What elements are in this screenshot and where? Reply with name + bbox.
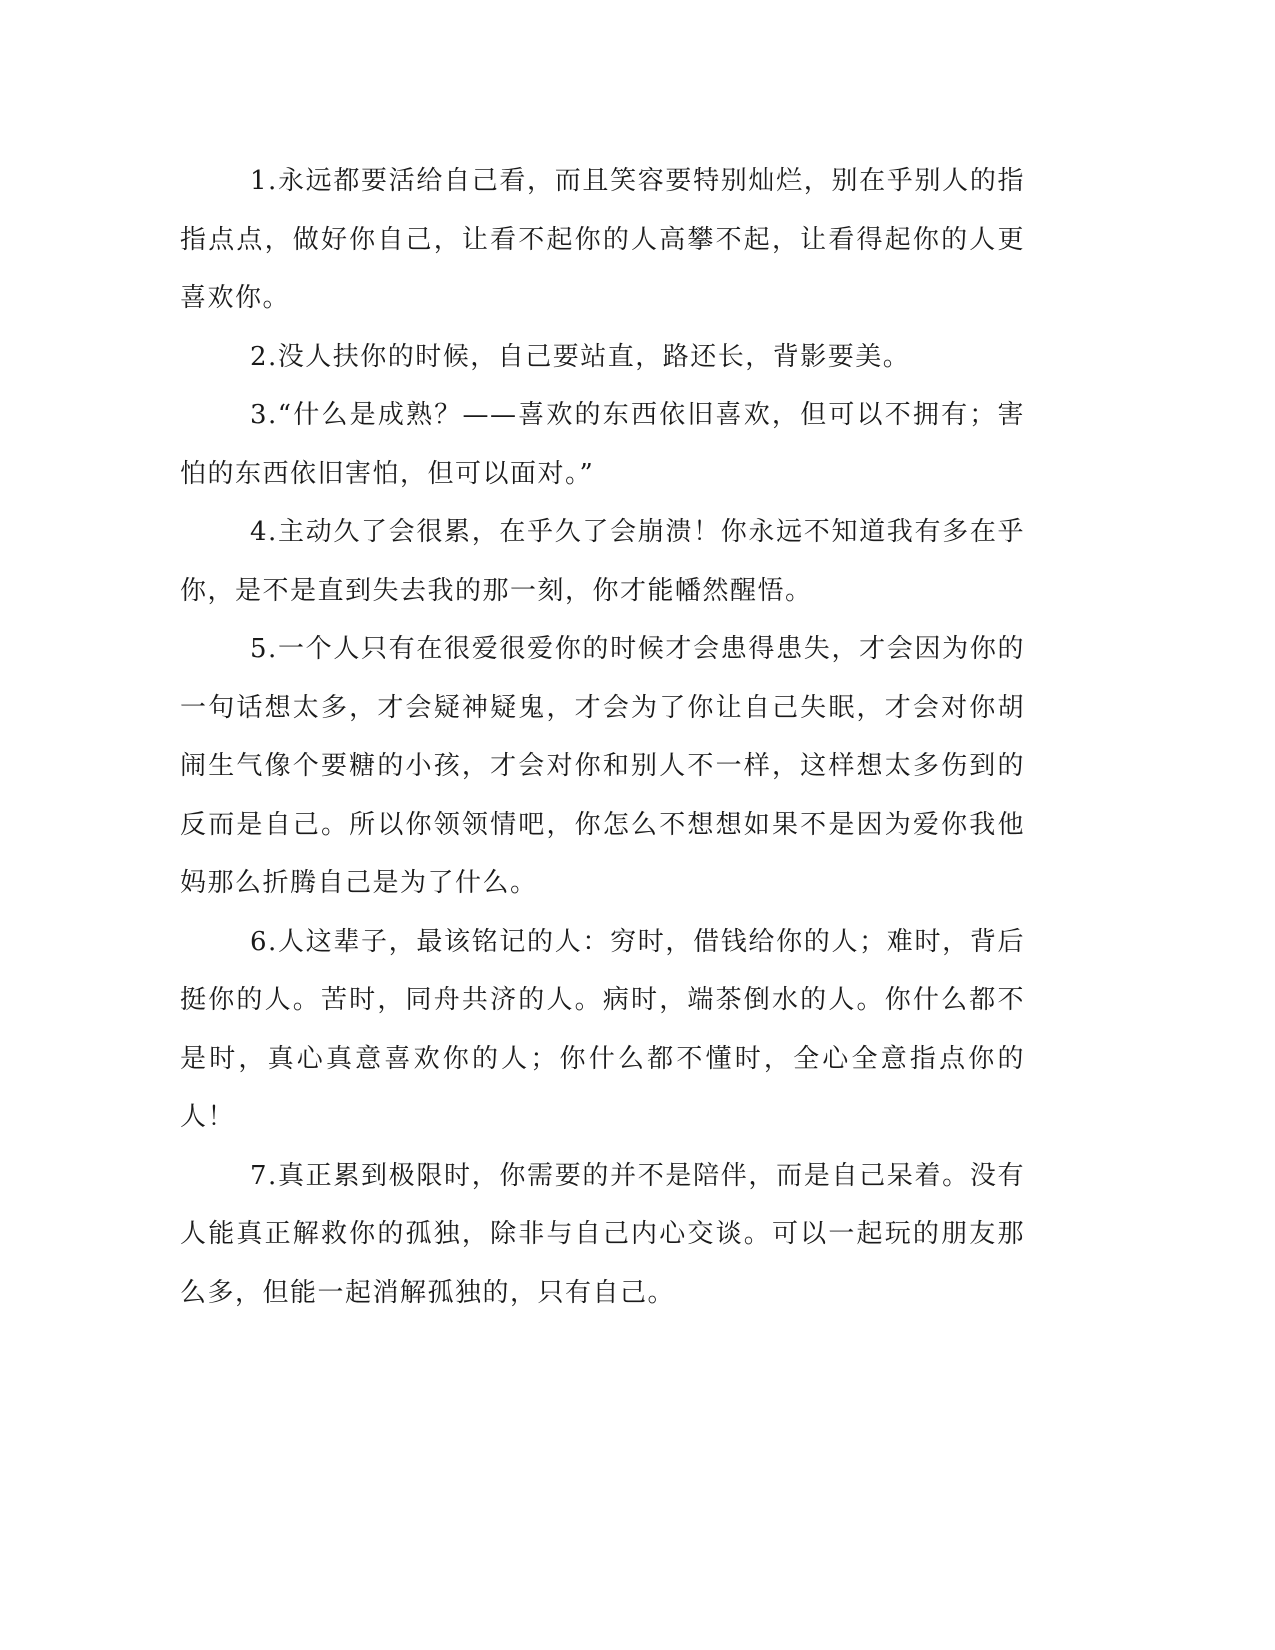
paragraph-2: 2.没人扶你的时候，自己要站直，路还长，背影要美。 [250,341,911,372]
paragraph-6: 6.人这辈子，最该铭记的人：穷时，借钱给你的人；难时，背后挺你的人。苦时，同舟共济的人。病时，端茶倒水的人。你什么都不是时，真心真意喜欢你的人；你什么都不懂时，全心全意指点你的人！ [180,926,1025,1132]
paragraph-7: 7.真正累到极限时，你需要的并不是陪伴，而是自己呆着。没有人能真正解救你的孤独，除非与自己内心交谈。可以一起玩的朋友那么多，但能一起消解孤独的，只有自己。 [180,1160,1025,1308]
paragraph-4: 4.主动久了会很累，在乎久了会崩溃！你永远不知道我有多在乎你，是不是直到失去我的那一刻，你才能幡然醒悟。 [180,517,1025,606]
paragraph-5: 5.一个人只有在很爱很爱你的时候才会患得患失，才会因为你的一句话想太多，才会疑神疑鬼，才会为了你让自己失眠，才会对你胡闹生气像个要糖的小孩，才会对你和别人不一样，这样想太多伤到的反而是自己。所以你领领情吧，你怎么不想想如果不是因为爱你我他妈那么折腾自己是为了什么。 [180,634,1025,898]
document-body [180,152,1025,1322]
paragraph-3: 3.“什么是成熟？——喜欢的东西依旧喜欢，但可以不拥有；害怕的东西依旧害怕，但可以面对。” [180,400,1025,489]
paragraph-1: 1.永远都要活给自己看，而且笑容要特别灿烂，别在乎别人的指指点点，做好你自己，让看不起你的人高攀不起，让看得起你的人更喜欢你。 [180,166,1025,313]
